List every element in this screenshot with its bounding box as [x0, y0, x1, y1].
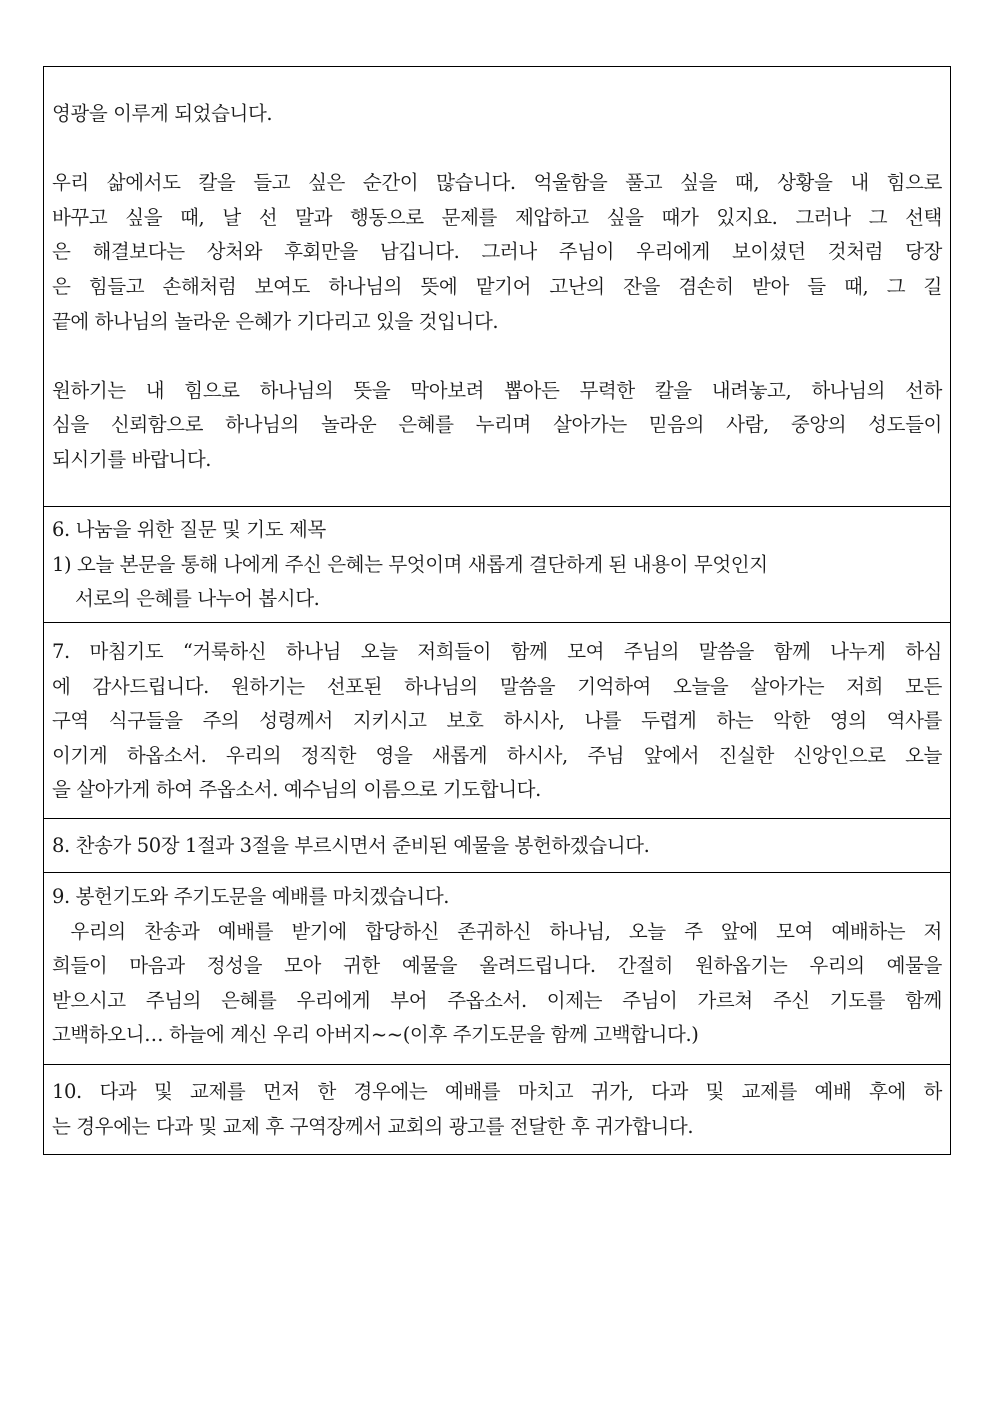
section-8-cell	[44, 819, 950, 873]
intro-line: 되시기를 바랍니다.	[52, 447, 212, 471]
intro-line: 심을 신뢰함으로 하나님의 놀라운 은혜를 누리며 살아가는 믿음의 사람, 중앙의 성도들이	[52, 413, 942, 437]
intro-line: 끝에 하나님의 놀라운 은혜가 기다리고 있을 것입니다.	[52, 309, 499, 333]
intro-line: 바꾸고 싶을 때, 날 선 말과 행동으로 문제를 제압하고 싶을 때가 있지요. 그러나 그 선택	[52, 205, 942, 229]
section-10-cell	[44, 1065, 950, 1154]
section-6-question: 1) 오늘 본문을 통해 나에게 주신 은혜는 무엇이며 새롭게 결단하게 된 내용이 무엇인지	[52, 552, 768, 576]
section-7-line: 을 살아가게 하여 주옵소서. 예수님의 이름으로 기도합니다.	[52, 778, 541, 802]
section-7-line: 에 감사드립니다. 원하기는 선포된 하나님의 말씀을 기억하여 오늘을 살아가는 저희 모든	[52, 674, 942, 698]
section-8-line: 8. 찬송가 50장 1절과 3절을 부르시면서 준비된 예물을 봉헌하겠습니다.	[52, 834, 650, 857]
section-10-line: 는 경우에는 다과 및 교제 후 구역장께서 교회의 광고를 전달한 후 귀가합니다.	[52, 1114, 694, 1138]
intro-line: 우리 삶에서도 칼을 들고 싶은 순간이 많습니다. 억울함을 풀고 싶을 때, 상황을 내 힘으로	[52, 171, 942, 195]
intro-cell	[44, 67, 950, 507]
intro-line: 은 해결보다는 상처와 후회만을 남깁니다. 그러나 주님이 우리에게 보이셨던 것처럼 당장	[52, 240, 942, 264]
section-7-line: 7. 마침기도 “거룩하신 하나님 오늘 저희들이 함께 모여 주님의 말씀을 함께 나누게 하심	[52, 640, 942, 663]
intro-line: 은 힘들고 손해처럼 보여도 하나님의 뜻에 맡기어 고난의 잔을 겸손히 받아 들 때, 그 길	[52, 274, 942, 298]
section-9-line: 우리의 찬송과 예배를 받기에 합당하신 존귀하신 하나님, 오늘 주 앞에 모여 예배하는 저	[52, 919, 942, 943]
section-9-title: 9. 봉헌기도와 주기도문을 예배를 마치겠습니다.	[52, 885, 450, 908]
section-7-line: 이기게 하옵소서. 우리의 정직한 영을 새롭게 하시사, 주님 앞에서 진실한 신앙인으로 오늘	[52, 743, 942, 767]
section-6-cell	[44, 507, 950, 623]
document-table	[43, 66, 951, 1155]
intro-line: 원하기는 내 힘으로 하나님의 뜻을 막아보려 뽑아든 무력한 칼을 내려놓고, 하나님의 선하	[52, 378, 942, 402]
section-6-title: 6. 나눔을 위한 질문 및 기도 제목	[52, 518, 326, 541]
section-7-line: 구역 식구들을 주의 성령께서 지키시고 보호 하시사, 나를 두렵게 하는 악한 영의 역사를	[52, 709, 942, 733]
section-7-cell	[44, 623, 950, 819]
section-9-line: 받으시고 주님의 은혜를 우리에게 부어 주옵소서. 이제는 주님이 가르쳐 주신 기도를 함께	[52, 988, 942, 1012]
section-6-question: 서로의 은혜를 나누어 봅시다.	[75, 587, 320, 611]
section-9-line: 고백하오니… 하늘에 계신 우리 아버지~~(이후 주기도문을 함께 고백합니다.)	[52, 1023, 699, 1047]
section-9-line: 희들이 마음과 정성을 모아 귀한 예물을 올려드립니다. 간절히 원하옵기는 우리의 예물을	[52, 954, 942, 978]
section-9-cell	[44, 873, 950, 1065]
intro-line: 영광을 이루게 되었습니다.	[52, 102, 273, 125]
section-10-line: 10. 다과 및 교제를 먼저 한 경우에는 예배를 마치고 귀가, 다과 및 교제를 예배 후에 하	[52, 1080, 942, 1103]
